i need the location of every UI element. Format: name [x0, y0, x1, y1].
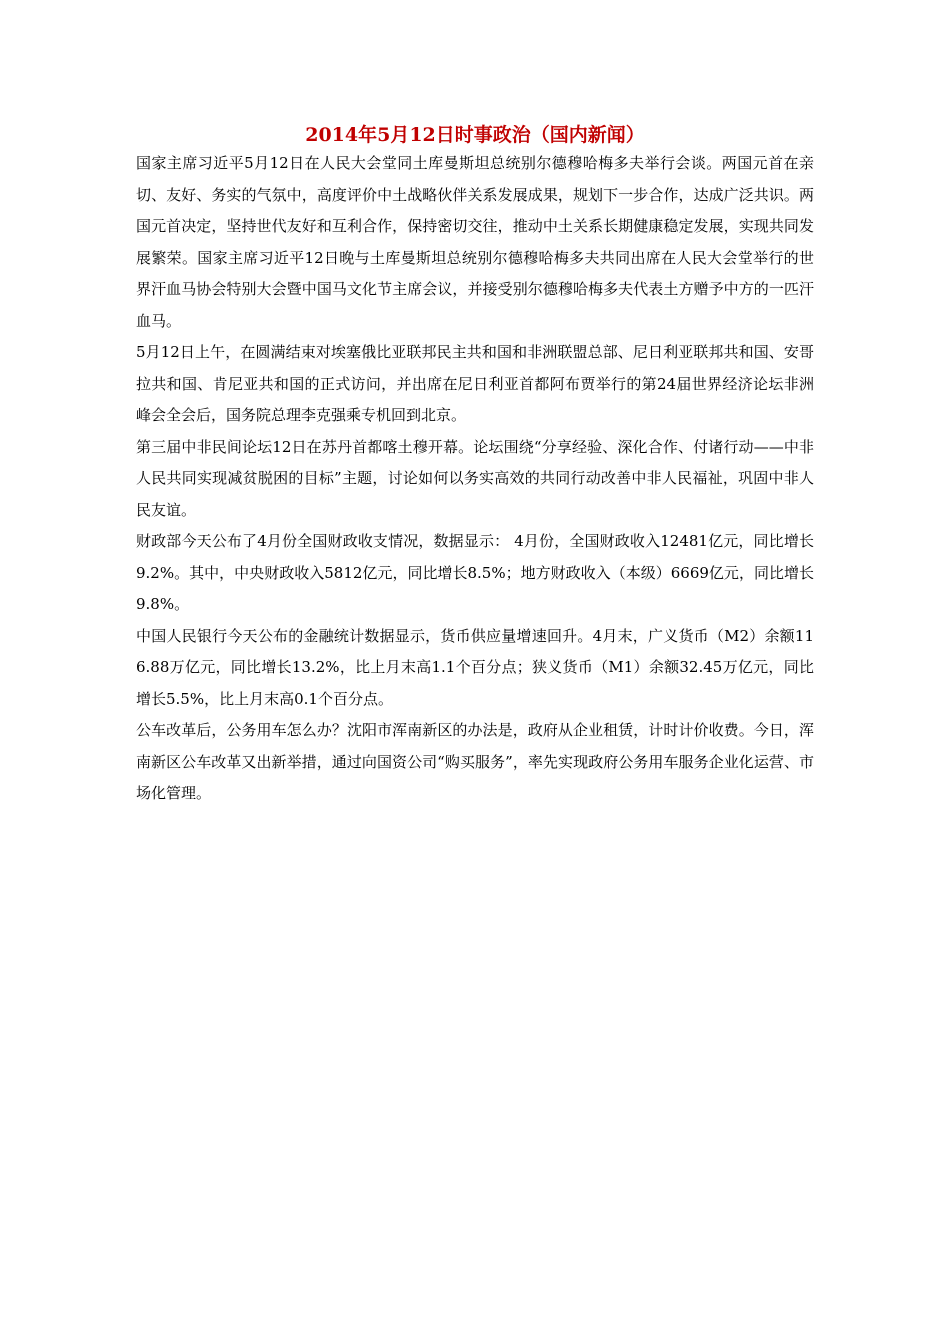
paragraph-fiscal-revenue: 财政部今天公布了4月份全国财政收支情况，数据显示： 4月份，全国财政收入12481亿元，同比增长9.2%。其中，中央财政收入5812亿元，同比增长8.5%；地方财政收入（本级）6669亿元，同比增长9.8%。	[136, 532, 814, 613]
paragraph-li-return: 5月12日上午，在圆满结束对埃塞俄比亚联邦民主共和国和非洲联盟总部、尼日利亚联邦共和国、安哥拉共和国、肯尼亚共和国的正式访问，并出席在尼日利亚首都阿布贾举行的第24届世界经济论坛非洲峰会全会后，国务院总理李克强乘专机回到北京。	[136, 343, 814, 424]
paragraph-money-supply: 中国人民银行今天公布的金融统计数据显示，货币供应量增速回升。4月末，广义货币（M2）余额116.88万亿元，同比增长13.2%，比上月末高1.1个百分点；狭义货币（M1）余额32.45万亿元，同比增长5.5%，比上月末高0.1个百分点。	[136, 626, 814, 708]
paragraph-xi-meeting: 国家主席习近平5月12日在人民大会堂同土库曼斯坦总统别尔德穆哈梅多夫举行会谈。两国元首在亲切、友好、务实的气氛中，高度评价中土战略伙伴关系发展成果，规划下一步合作，达成广泛共识。两国元首决定，坚持世代友好和互利合作，保持密切交往，推动中土关系长期健康稳定发展，实现共同发展繁荣。国家主席习近平12日晚与土库曼斯坦总统别尔德穆哈梅多夫共同出席在人民大会堂举行的世界汗血马协会特别大会暨中国马文化节主席会议，并接受别尔德穆哈梅多夫代表土方赠予中方的一匹汗血马。	[136, 154, 814, 330]
paragraph-vehicle-reform: 公车改革后，公务用车怎么办？沈阳市浑南新区的办法是，政府从企业租赁，计时计价收费。今日，浑南新区公车改革又出新举措，通过向国资公司“购买服务”，率先实现政府公务用车服务企业化运营、市场化管理。	[136, 721, 814, 802]
paragraph-china-africa-forum: 第三届中非民间论坛12日在苏丹首都喀土穆开幕。论坛围绕“分享经验、深化合作、付诸行动——中非人民共同实现减贫脱困的目标”主题，讨论如何以务实高效的共同行动改善中非人民福祉，巩固中非人民友谊。	[136, 437, 814, 519]
page-title: 2014年5月12日时事政治（国内新闻）	[305, 124, 645, 146]
article-body	[136, 148, 814, 810]
